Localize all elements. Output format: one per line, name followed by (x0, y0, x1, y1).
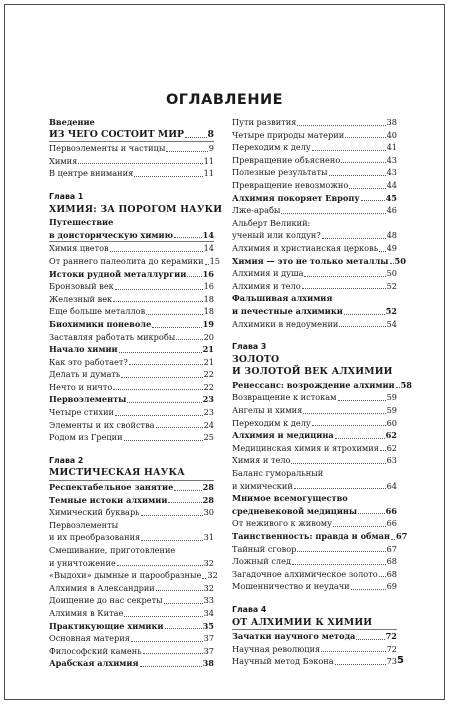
toc-entry[interactable] (232, 505, 397, 518)
toc-entry-title: Начало химии (49, 344, 118, 355)
toc-leader-dots (110, 251, 203, 252)
toc-entry-page: 38 (386, 117, 397, 127)
toc-entry-title: ученый или колдун? (232, 230, 321, 241)
toc-entry[interactable] (232, 517, 397, 530)
toc-leader-dots (390, 263, 394, 264)
toc-entry-title: Первоэлементы (49, 394, 127, 405)
toc-entry[interactable] (49, 531, 214, 544)
toc-leader-dots (115, 289, 203, 290)
toc-entry[interactable] (232, 280, 397, 293)
toc-entry-page: 59 (386, 405, 397, 416)
toc-entry-title: Полезные результаты (232, 167, 328, 178)
toc-entry-heading: Путешествие (49, 217, 114, 228)
toc-leader-dots (141, 540, 202, 541)
section-label-intro: Введение (49, 117, 95, 127)
toc-entry-title: Четыре природы материи (232, 129, 345, 140)
toc-leader-dots (294, 488, 386, 489)
toc-entry-page: 22 (203, 381, 214, 392)
toc-entry[interactable] (232, 543, 397, 556)
toc-entry-title: Алхимия в Александрии (49, 582, 155, 593)
toc-leader-dots (205, 264, 209, 265)
toc-entry[interactable] (232, 229, 397, 242)
toc-entry-heading: Альберт Великий: (232, 217, 311, 228)
toc-entry-page: 50 (394, 255, 406, 266)
toc-entry[interactable] (232, 154, 397, 167)
toc-entry-title: Ангелы и химия (232, 405, 303, 416)
toc-entry-title: и печестные алхимики (232, 305, 343, 316)
toc-leader-dots (281, 213, 385, 214)
toc-leader-dots (344, 314, 385, 315)
toc-entry[interactable] (49, 229, 214, 243)
toc-entry-page: 34 (203, 607, 214, 618)
toc-entry-title: Железный век (49, 293, 113, 304)
toc-entry-page: 68 (386, 568, 397, 579)
toc-entry[interactable] (49, 368, 214, 381)
toc-entry-page: 72 (386, 643, 397, 654)
toc-entry-page: 43 (386, 154, 397, 165)
toc-group (49, 216, 221, 444)
toc-entry-page: 35 (202, 620, 214, 631)
toc-entry[interactable] (49, 657, 214, 670)
toc-entry-title: Арабская алхимия (49, 658, 139, 669)
toc-entry-title: Родом из Греции (49, 432, 123, 443)
toc-entry-title: Философский камень (49, 645, 142, 656)
toc-entry-title: «Выдохи» дымные и парообразные (49, 570, 202, 581)
toc-entry-title: Нечто и ничто (49, 381, 113, 392)
toc-leader-dots (312, 150, 386, 151)
toc-leader-dots (165, 628, 202, 629)
toc-entry[interactable] (49, 494, 214, 507)
toc-leader-dots (152, 327, 201, 328)
toc-group (49, 129, 214, 180)
toc-leader-dots (141, 515, 203, 516)
toc-entry-heading: Фальшивая алхимия (232, 293, 333, 304)
toc-leader-dots (322, 238, 386, 239)
toc-entry-page: 63 (386, 455, 397, 466)
toc-entry[interactable] (232, 454, 397, 467)
toc-entry[interactable] (232, 179, 397, 192)
toc-leader-dots (174, 237, 202, 238)
toc-leader-dots (292, 564, 386, 565)
toc-entry-title: Респектабельное занятие (49, 482, 174, 493)
toc-entry[interactable] (49, 305, 214, 318)
toc-entry-title: Пути развития (232, 117, 297, 127)
chapter-heading-3a: ЗОЛОТО (232, 353, 280, 365)
toc-entry-title: Химия (49, 155, 78, 166)
toc-leader-dots (202, 578, 206, 579)
toc-leader-dots (329, 175, 386, 176)
toc-entry-title: В центре внимания (49, 168, 134, 179)
toc-entry-page: 14 (203, 243, 214, 254)
toc-entry[interactable] (49, 280, 214, 293)
toc-entry-title: средневековой медицины (232, 505, 358, 516)
toc-entry-page: 40 (386, 129, 397, 140)
toc-entry-page: 60 (386, 417, 397, 428)
toc-entry[interactable] (49, 582, 214, 595)
toc-entry-title: Как это работает? (49, 356, 128, 367)
chapter-heading-3b: И ЗОЛОТОЙ ВЕК АЛХИМИИ (232, 366, 393, 378)
toc-entry[interactable] (232, 480, 397, 493)
toc-entry[interactable] (232, 555, 397, 568)
toc-entry-title: Элементы и их свойства (49, 419, 155, 430)
toc-entry-page: 54 (386, 318, 397, 329)
toc-group (49, 481, 218, 670)
toc-leader-dots (333, 526, 386, 527)
toc-entry-page: 30 (203, 507, 214, 518)
toc-entry-page: 32 (203, 557, 214, 568)
toc-leader-dots (321, 651, 385, 652)
toc-entry-page: 22 (203, 369, 214, 380)
toc-leader-dots (351, 589, 386, 590)
toc-group (232, 116, 406, 330)
chapter-label-1: Глава 1 (49, 191, 84, 201)
toc-entry[interactable] (232, 267, 397, 280)
toc-leader-dots (297, 125, 385, 126)
toc-leader-dots (396, 387, 400, 388)
toc-entry-page: 73 (386, 656, 397, 667)
toc-entry-title: Химия и тело (232, 455, 291, 466)
toc-entry[interactable] (232, 116, 397, 129)
toc-entry-page: 21 (202, 344, 214, 355)
toc-entry[interactable] (232, 255, 406, 268)
toc-entry-heading: Мнимое всемогущество (232, 493, 348, 504)
toc-leader-dots (174, 490, 201, 491)
toc-entry-title: Превращение объяснено (232, 154, 341, 165)
toc-entry-page: 48 (386, 230, 397, 241)
toc-entry-page: 43 (386, 167, 397, 178)
toc-entry-page: 11 (203, 155, 214, 166)
toc-entry-page: 72 (385, 631, 397, 642)
toc-entry-page: 20 (203, 331, 214, 342)
toc-entry-heading: Первоэлементы (49, 519, 119, 530)
toc-entry-page: 49 (386, 242, 397, 253)
toc-entry-page: 64 (386, 480, 397, 491)
toc-entry-title: Биохимики поневоле (49, 318, 152, 329)
toc-entry-page: 9 (208, 143, 214, 154)
toc-entry-title: Ложный след (232, 556, 291, 567)
toc-entry[interactable] (232, 404, 397, 417)
toc-leader-dots (168, 502, 201, 503)
toc-entry-page: 37 (203, 645, 214, 656)
toc-entry-title: Алхимия и тело (232, 280, 301, 291)
toc-entry-heading: Смешивание, приготовление (49, 545, 176, 555)
toc-entry-title: Алхимики в недоумении (232, 318, 339, 329)
toc-entry-title: Алхимия и душа (232, 268, 304, 279)
toc-entry-title: От раннего палеолита до керамики (49, 255, 204, 266)
toc-entry[interactable] (49, 142, 214, 155)
toc-entry-title: и их преобразования (49, 532, 141, 543)
toc-entry-title: Доищение до нас секреты (49, 595, 163, 606)
toc-entry[interactable] (232, 643, 397, 656)
toc-entry-title: Загадочное алхимическое золото (232, 568, 378, 579)
toc-entry-page: 52 (386, 280, 397, 291)
toc-entry[interactable] (49, 506, 214, 519)
toc-entry-title: Практикующие химики (49, 620, 164, 631)
toc-right-column (232, 116, 413, 668)
toc-page (4, 4, 445, 700)
toc-entry-page: 18 (203, 306, 214, 317)
toc-entry-title: Мошенничество и неудачи (232, 581, 350, 592)
toc-entry-title: Медицинская химия и ятрохимия (232, 442, 379, 453)
toc-leader-dots (166, 151, 207, 152)
toc-entry-title: Алхимия покоряет Европу (232, 192, 360, 203)
toc-entry-page: 37 (203, 633, 214, 644)
toc-entry[interactable] (49, 557, 214, 570)
toc-leader-dots (164, 603, 203, 604)
toc-entry-title: Алхимия и христианская церковь (232, 242, 379, 253)
toc-leader-dots (124, 616, 202, 617)
toc-entry-title: Ренессанс: возрождение алхимии (232, 379, 395, 390)
toc-leader-dots (129, 364, 203, 365)
toc-entry-title: в доисторическую химию (49, 229, 173, 240)
toc-entry-page: 14 (202, 229, 214, 240)
toc-entry-page: 23 (202, 394, 214, 405)
chapter-heading-2: МИСТИЧЕСКАЯ НАУКА (49, 467, 214, 481)
page-number: 5 (397, 655, 404, 666)
toc-leader-dots (117, 565, 203, 566)
toc-leader-dots (187, 276, 201, 277)
toc-group (232, 379, 413, 593)
toc-entry-page: 67 (395, 531, 408, 541)
toc-leader-dots (338, 400, 386, 401)
toc-leader-dots (146, 314, 202, 315)
toc-entry[interactable] (49, 406, 214, 419)
toc-leader-dots (143, 653, 203, 654)
toc-entry[interactable] (49, 569, 218, 582)
toc-entry[interactable] (49, 318, 214, 331)
toc-entry-page: 67 (386, 543, 397, 554)
toc-leader-dots (304, 276, 385, 277)
toc-leader-dots (339, 326, 385, 327)
toc-entry-title: ИЗ ЧЕГО СОСТОИТ МИР (49, 128, 184, 140)
toc-entry[interactable] (49, 331, 214, 344)
toc-leader-dots (176, 339, 202, 340)
toc-entry-page: 18 (203, 293, 214, 304)
toc-entry[interactable] (49, 645, 214, 658)
toc-leader-dots (379, 576, 386, 577)
toc-entry[interactable] (49, 356, 214, 369)
toc-entry-title: и химический (232, 480, 293, 491)
toc-entry[interactable] (232, 630, 397, 643)
toc-entry-title: Зачатки научного метода (232, 631, 356, 642)
toc-entry[interactable] (232, 318, 397, 331)
chapter-label-4: Глава 4 (232, 604, 267, 614)
toc-leader-dots (345, 137, 385, 138)
toc-entry-page: 66 (385, 505, 397, 516)
toc-entry-page: 66 (386, 518, 397, 529)
toc-entry[interactable] (49, 481, 214, 494)
toc-entry-page: 68 (386, 556, 397, 567)
chapter-label-3: Глава 3 (232, 342, 267, 352)
toc-entry-page: 8 (207, 128, 214, 140)
toc-entry-title: Основная материя (49, 633, 130, 644)
toc-entry-page: 15 (209, 255, 221, 266)
toc-leader-dots (391, 539, 395, 540)
toc-leader-dots (134, 176, 202, 177)
toc-entry[interactable] (49, 393, 214, 406)
toc-entry-page: 16 (203, 281, 214, 292)
toc-entry-page: 28 (202, 494, 214, 505)
toc-entry-page: 50 (386, 268, 397, 279)
toc-entry-title: Истоки рудной металлургии (49, 268, 187, 279)
toc-entry[interactable] (49, 419, 214, 432)
toc-entry[interactable] (49, 343, 214, 356)
toc-entry[interactable] (232, 442, 397, 455)
toc-entry-page: 52 (385, 305, 397, 316)
toc-entry-page: 62 (385, 430, 397, 441)
toc-leader-dots (119, 352, 202, 353)
toc-leader-dots (291, 463, 385, 464)
toc-entry[interactable] (49, 268, 214, 281)
toc-entry-title: Алхимия и медицина (232, 430, 334, 441)
toc-entry-title: Возвращение к истокам (232, 392, 337, 403)
toc-entry-title: От неживого к живому (232, 518, 332, 529)
toc-entry[interactable] (232, 530, 408, 543)
chapter-heading-1: ХИМИЯ: ЗА ПОРОГОМ НАУКИ (49, 203, 223, 215)
toc-entry-page: 46 (386, 205, 397, 216)
toc-entry-title: Тайный сговор (232, 543, 297, 554)
toc-entry[interactable] (49, 293, 214, 306)
toc-leader-dots (312, 425, 386, 426)
toc-left-column (49, 116, 223, 670)
toc-entry-page: 58 (400, 379, 413, 390)
toc-entry[interactable] (232, 305, 397, 318)
toc-leader-dots (361, 200, 385, 201)
toc-entry[interactable] (232, 391, 397, 404)
toc-entry[interactable] (49, 129, 214, 143)
toc-leader-dots (356, 639, 384, 640)
toc-entry-title: Химия цветов (49, 243, 109, 254)
toc-leader-dots (127, 402, 201, 403)
toc-entry-title: Алхимия в Китае (49, 607, 124, 618)
toc-entry-title: Научный метод Бэкона (232, 656, 334, 667)
toc-leader-dots (113, 301, 202, 302)
toc-leader-dots (113, 389, 202, 390)
toc-entry-title: Бронзовый век (49, 281, 114, 292)
toc-entry[interactable] (232, 429, 397, 442)
toc-entry[interactable] (232, 141, 397, 154)
toc-entry[interactable] (232, 204, 397, 217)
toc-entry[interactable] (49, 632, 214, 645)
toc-entry-page: 24 (203, 419, 214, 430)
toc-leader-dots (302, 288, 386, 289)
toc-entry-title: Лже-арабы (232, 205, 281, 216)
toc-entry-page: 33 (203, 595, 214, 606)
toc-entry-page: 32 (207, 570, 218, 581)
toc-entry[interactable] (232, 379, 413, 392)
toc-entry[interactable] (49, 607, 214, 620)
toc-leader-dots (115, 415, 203, 416)
toc-leader-dots (121, 377, 202, 378)
toc-entry[interactable] (49, 155, 214, 168)
toc-entry-title: Химия — это не только металлы (232, 255, 389, 266)
toc-entry[interactable] (49, 620, 214, 633)
toc-entry[interactable] (232, 417, 397, 430)
toc-entry[interactable] (232, 192, 397, 205)
toc-entry-title: Переходим к делу (232, 142, 311, 153)
toc-entry[interactable] (232, 580, 397, 593)
toc-entry-page: 62 (386, 442, 397, 453)
toc-entry[interactable] (49, 242, 214, 255)
toc-entry-title: Таинственность: правда и обман (232, 531, 390, 541)
toc-entry-heading: Баланс гуморальный (232, 468, 324, 479)
toc-entry-page: 45 (385, 192, 397, 203)
page-title: ОГЛАВЛЕНИЕ (165, 92, 283, 108)
toc-leader-dots (349, 188, 385, 189)
toc-entry-page: 21 (203, 356, 214, 367)
toc-leader-dots (124, 440, 203, 441)
toc-entry-title: Первоэлементы и частицы (49, 143, 166, 154)
toc-entry[interactable] (49, 431, 214, 444)
toc-leader-dots (185, 137, 207, 138)
toc-entry-page: 28 (202, 482, 214, 493)
toc-entry[interactable] (232, 568, 397, 581)
toc-entry-title: Заставляя работать микробы (49, 331, 176, 342)
toc-entry-title: Научная революция (232, 643, 321, 654)
toc-entry[interactable] (49, 255, 221, 268)
toc-leader-dots (341, 162, 385, 163)
toc-leader-dots (379, 251, 385, 252)
toc-entry-page: 23 (203, 407, 214, 418)
toc-entry-page: 19 (202, 318, 214, 329)
toc-leader-dots (303, 413, 385, 414)
toc-entry-page: 32 (203, 582, 214, 593)
toc-entry-title: Превращение невозможно (232, 179, 349, 190)
toc-entry-page: 41 (386, 142, 397, 153)
toc-leader-dots (297, 551, 385, 552)
toc-entry[interactable] (232, 129, 397, 142)
toc-entry-page: 38 (202, 658, 214, 669)
chapter-label-2: Глава 2 (49, 455, 84, 465)
toc-leader-dots (335, 438, 385, 439)
toc-leader-dots (78, 163, 202, 164)
toc-leader-dots (156, 590, 203, 591)
toc-entry-title: Еще больше металлов (49, 306, 146, 317)
toc-leader-dots (140, 666, 202, 667)
toc-entry-title: Темные истоки алхимии (49, 494, 168, 505)
toc-leader-dots (358, 513, 384, 514)
toc-entry-title: Переходим к делу (232, 417, 311, 428)
toc-entry[interactable] (232, 166, 397, 179)
toc-leader-dots (156, 427, 203, 428)
toc-entry-page: 11 (203, 168, 214, 179)
toc-leader-dots (335, 664, 386, 665)
toc-entry[interactable] (49, 594, 214, 607)
toc-leader-dots (131, 641, 203, 642)
toc-entry-page: 59 (386, 392, 397, 403)
toc-entry-title: Химический букварь (49, 507, 140, 518)
toc-entry-title: Делать и думать (49, 369, 121, 380)
toc-entry-page: 44 (386, 179, 397, 190)
toc-entry[interactable] (232, 655, 397, 668)
toc-entry-title: и уничтожение (49, 557, 116, 568)
toc-entry[interactable] (49, 381, 214, 394)
toc-entry[interactable] (49, 167, 214, 180)
toc-entry-page: 16 (202, 268, 214, 279)
chapter-heading-4: ОТ АЛХИМИИ К ХИМИИ (232, 617, 397, 631)
toc-entry[interactable] (232, 242, 397, 255)
toc-entry-page: 31 (203, 532, 214, 543)
toc-group (232, 630, 397, 668)
toc-entry-page: 69 (386, 581, 397, 592)
toc-entry-title: Четыре стихии (49, 407, 115, 418)
toc-leader-dots (380, 450, 386, 451)
toc-entry-page: 25 (203, 432, 214, 443)
